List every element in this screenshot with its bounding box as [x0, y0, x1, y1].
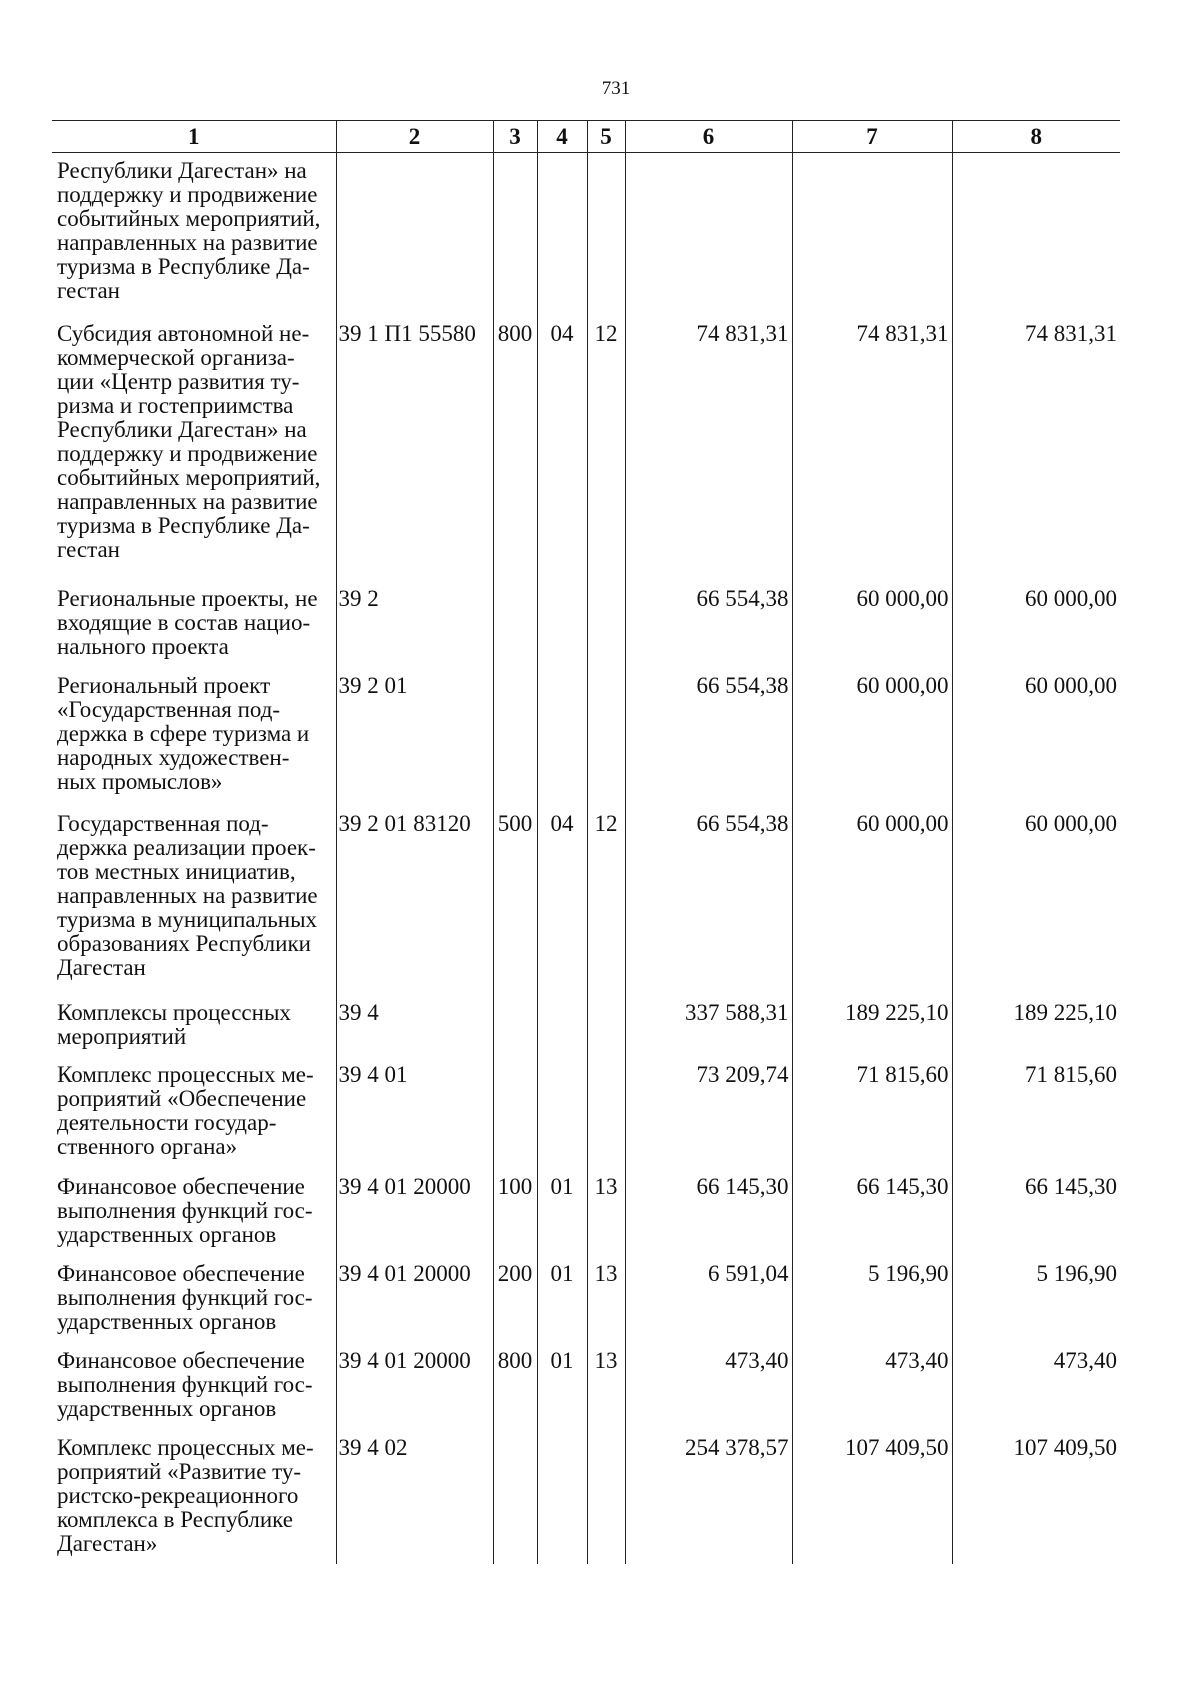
cell-col-6: 66 554,38	[625, 802, 792, 991]
name-line: народных художествен-	[57, 745, 290, 771]
cell-col-8: 60 000,00	[952, 664, 1120, 802]
name-line: гестан	[57, 278, 120, 303]
cell-col-7: 473,40	[792, 1339, 952, 1426]
cell-col-7: 60 000,00	[792, 802, 952, 991]
cell-col-7: 60 000,00	[792, 577, 952, 664]
cell-col-6	[625, 153, 792, 313]
cell-col-3: 500	[493, 802, 537, 991]
page-number: 731	[601, 78, 631, 99]
cell-col-7: 189 225,10	[792, 991, 952, 1053]
cell-code: 39 4 01 20000	[336, 1252, 493, 1339]
cell-col-5	[587, 577, 625, 664]
table-row	[52, 312, 1120, 577]
table-row	[52, 1053, 1120, 1165]
header-col-1: 1	[52, 121, 336, 153]
cell-col-5	[587, 664, 625, 802]
cell-code: 39 4 01	[336, 1053, 493, 1165]
cell-col-8: 74 831,31	[952, 312, 1120, 577]
name-line: выполнения функций гос-	[57, 1285, 313, 1311]
cell-name	[52, 664, 336, 802]
cell-col-6: 337 588,31	[625, 991, 792, 1053]
cell-col-8: 71 815,60	[952, 1053, 1120, 1165]
name-line: нального проекта	[57, 634, 229, 660]
cell-col-8	[952, 153, 1120, 313]
header-col-7: 7	[792, 121, 952, 153]
name-line: мероприятий	[57, 1024, 187, 1050]
table-row	[52, 1426, 1120, 1564]
name-line: образованиях Республики	[57, 931, 311, 957]
table-row	[52, 991, 1120, 1053]
cell-col-4: 04	[537, 312, 587, 577]
name-line: выполнения функций гос-	[57, 1198, 313, 1224]
cell-col-8: 473,40	[952, 1339, 1120, 1426]
cell-col-7: 5 196,90	[792, 1252, 952, 1339]
cell-col-4: 01	[537, 1165, 587, 1252]
name-line: ударственных органов	[57, 1222, 277, 1248]
cell-code: 39 4 01 20000	[336, 1339, 493, 1426]
cell-col-4	[537, 153, 587, 313]
name-line: туризма в Республике Да-	[57, 254, 310, 279]
cell-col-5	[587, 153, 625, 313]
table-body	[52, 153, 1120, 1565]
cell-name	[52, 312, 336, 577]
cell-col-5: 13	[587, 1252, 625, 1339]
cell-col-6: 254 378,57	[625, 1426, 792, 1564]
name-line: Дагестан	[57, 955, 146, 981]
table-row	[52, 1339, 1120, 1426]
cell-col-5	[587, 1426, 625, 1564]
cell-col-3	[493, 577, 537, 664]
name-line: ризма и гостеприимства	[57, 393, 294, 419]
name-line: ственного органа»	[57, 1133, 238, 1159]
header-col-4: 4	[537, 121, 587, 153]
name-line: Региональные проекты, не	[57, 586, 318, 612]
budget-table	[52, 120, 1120, 1564]
cell-name	[52, 1252, 336, 1339]
cell-col-4	[537, 1053, 587, 1165]
cell-col-3	[493, 1053, 537, 1165]
cell-name	[52, 153, 336, 313]
cell-name	[52, 577, 336, 664]
cell-col-4	[537, 577, 587, 664]
cell-col-5	[587, 1053, 625, 1165]
name-line: роприятий «Развитие ту-	[57, 1459, 302, 1485]
name-line: выполнения функций гос-	[57, 1372, 313, 1398]
name-line: Финансовое обеспечение	[57, 1348, 305, 1374]
header-col-6: 6	[625, 121, 792, 153]
cell-col-7: 71 815,60	[792, 1053, 952, 1165]
cell-col-5: 13	[587, 1165, 625, 1252]
name-line: гестан	[57, 537, 120, 563]
cell-name	[52, 1053, 336, 1165]
name-line: поддержку и продвижение	[57, 441, 318, 467]
cell-col-6: 74 831,31	[625, 312, 792, 577]
header-col-8: 8	[952, 121, 1120, 153]
name-line: событийных мероприятий,	[57, 206, 321, 231]
cell-col-5: 13	[587, 1339, 625, 1426]
cell-code: 39 4 02	[336, 1426, 493, 1564]
name-line: держка в сфере туризма и	[57, 721, 310, 747]
cell-col-8: 5 196,90	[952, 1252, 1120, 1339]
cell-col-6: 473,40	[625, 1339, 792, 1426]
cell-col-3	[493, 991, 537, 1053]
header-col-5: 5	[587, 121, 625, 153]
table-row	[52, 577, 1120, 664]
name-line: коммерческой организа-	[57, 345, 295, 371]
cell-name	[52, 802, 336, 991]
cell-name	[52, 1165, 336, 1252]
table-row	[52, 664, 1120, 802]
cell-col-6: 6 591,04	[625, 1252, 792, 1339]
cell-col-7: 66 145,30	[792, 1165, 952, 1252]
cell-col-4	[537, 991, 587, 1053]
cell-col-7: 74 831,31	[792, 312, 952, 577]
name-line: направленных на развитие	[57, 883, 318, 909]
name-line: Дагестан»	[57, 1531, 158, 1557]
cell-col-8: 60 000,00	[952, 802, 1120, 991]
cell-code: 39 4 01 20000	[336, 1165, 493, 1252]
cell-col-6: 73 209,74	[625, 1053, 792, 1165]
name-line: тов местных инициатив,	[57, 859, 296, 885]
header-col-3: 3	[493, 121, 537, 153]
cell-col-8: 107 409,50	[952, 1426, 1120, 1564]
cell-col-3	[493, 1426, 537, 1564]
cell-col-3: 100	[493, 1165, 537, 1252]
name-line: туризма в муниципальных	[57, 907, 318, 933]
cell-col-8: 189 225,10	[952, 991, 1120, 1053]
name-line: направленных на развитие	[57, 230, 318, 255]
name-line: держка реализации проек-	[57, 835, 316, 861]
name-line: Финансовое обеспечение	[57, 1261, 305, 1287]
name-line: ристско-рекреационного	[57, 1483, 299, 1509]
cell-code: 39 2 01 83120	[336, 802, 493, 991]
cell-name	[52, 991, 336, 1053]
cell-col-3: 200	[493, 1252, 537, 1339]
cell-code	[336, 153, 493, 313]
cell-col-7: 107 409,50	[792, 1426, 952, 1564]
name-line: поддержку и продвижение	[57, 182, 318, 207]
name-line: ных промыслов»	[57, 769, 223, 795]
name-line: роприятий «Обеспечение	[57, 1085, 307, 1111]
name-line: ударственных органов	[57, 1309, 277, 1335]
cell-col-8: 60 000,00	[952, 577, 1120, 664]
cell-col-4: 01	[537, 1339, 587, 1426]
header-row	[52, 121, 1120, 153]
cell-col-5	[587, 991, 625, 1053]
cell-col-5: 12	[587, 312, 625, 577]
name-line: Субсидия автономной не-	[57, 321, 310, 347]
name-line: Республики Дагестан» на	[57, 417, 307, 443]
cell-col-6: 66 554,38	[625, 577, 792, 664]
name-line: «Государственная под-	[57, 697, 281, 723]
name-line: событийных мероприятий,	[57, 465, 321, 491]
cell-col-6: 66 145,30	[625, 1165, 792, 1252]
cell-col-3	[493, 664, 537, 802]
cell-code: 39 2	[336, 577, 493, 664]
name-line: туризма в Республике Да-	[57, 513, 310, 539]
name-line: комплекса в Республике	[57, 1507, 293, 1533]
cell-col-5: 12	[587, 802, 625, 991]
name-line: Комплекс процессных ме-	[57, 1435, 314, 1461]
cell-col-8: 66 145,30	[952, 1165, 1120, 1252]
name-line: ударственных органов	[57, 1396, 277, 1422]
cell-col-4: 01	[537, 1252, 587, 1339]
name-line: Финансовое обеспечение	[57, 1174, 305, 1200]
header-col-2: 2	[336, 121, 493, 153]
cell-code: 39 1 П1 55580	[336, 312, 493, 577]
name-line: Государственная под-	[57, 811, 269, 837]
table-row	[52, 1252, 1120, 1339]
cell-col-7: 60 000,00	[792, 664, 952, 802]
cell-col-3: 800	[493, 312, 537, 577]
cell-col-3	[493, 153, 537, 313]
name-line: деятельности государ-	[57, 1109, 277, 1135]
name-line: Комплекс процессных ме-	[57, 1061, 314, 1087]
name-line: Республики Дагестан» на	[57, 158, 307, 183]
table-row	[52, 1165, 1120, 1252]
cell-code: 39 4	[336, 991, 493, 1053]
name-line: входящие в состав нацио-	[57, 610, 311, 636]
cell-col-4	[537, 1426, 587, 1564]
cell-name	[52, 1339, 336, 1426]
table-row	[52, 153, 1120, 313]
cell-col-7	[792, 153, 952, 313]
name-line: Региональный проект	[57, 673, 271, 699]
cell-col-3: 800	[493, 1339, 537, 1426]
name-line: направленных на развитие	[57, 489, 318, 515]
name-line: ции «Центр развития ту-	[57, 369, 300, 395]
cell-col-4	[537, 664, 587, 802]
cell-col-6: 66 554,38	[625, 664, 792, 802]
name-line: Комплексы процессных	[57, 1000, 291, 1026]
cell-col-4: 04	[537, 802, 587, 991]
cell-name	[52, 1426, 336, 1564]
table-row	[52, 802, 1120, 991]
cell-code: 39 2 01	[336, 664, 493, 802]
